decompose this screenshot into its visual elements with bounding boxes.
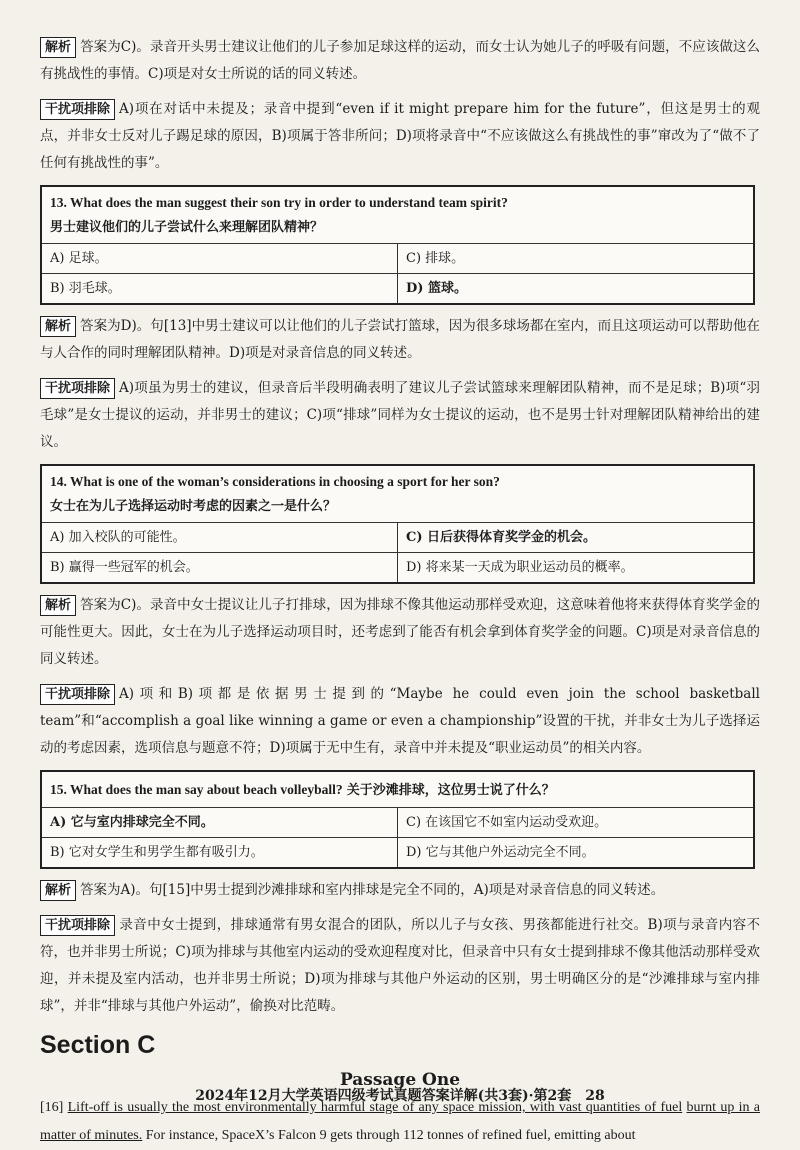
- page-footer: 2024年12月大学英语四级考试真题答案详解(共3套)·第2套 28: [195, 1088, 605, 1104]
- option-c: C) 日后获得体育奖学金的机会。: [398, 523, 755, 553]
- option-a: A) 足球。: [41, 244, 398, 274]
- option-a: A) 它与室内排球完全不同。: [41, 808, 398, 838]
- distractor-paragraph: [40, 681, 760, 762]
- analysis-text: 答案为D)。句[13]中男士建议可以让他们的儿子尝试打篮球，因为很多球场都在室内，而且这项运动可以帮助他在与人合作的同时理解团队精神。D)项是对录音信息的同义转述。: [40, 318, 760, 361]
- passage-title: Passage One: [339, 1070, 461, 1090]
- question-13-header: [41, 186, 754, 244]
- analysis-text: 答案为C)。录音开头男士建议让他们的儿子参加足球这样的运动，而女士认为她儿子的呼吸有问题，不应该做这么有挑战性的事情。C)项是对女士所说的话的同义转述。: [40, 39, 760, 82]
- analysis-paragraph: [40, 313, 760, 367]
- question-15-header: [41, 771, 754, 808]
- question-14-en: 14. What is one of the woman’s considerations in choosing a sport for her son?: [50, 474, 500, 489]
- underlined-sentence-end: burnt up in a matter of minutes.: [40, 1100, 761, 1143]
- distractor-paragraph: [40, 375, 760, 456]
- question-15-en: 15. What does the man say about beach volleyball?: [50, 781, 343, 797]
- option-b: B) 羽毛球。: [41, 274, 398, 305]
- analysis-paragraph: [40, 34, 760, 88]
- analysis-text: 答案为C)。录音中女士提议让儿子打排球，因为排球不像其他运动那样受欢迎，这意味着他将来获得体育奖学金的可能性更大。因此，女士在为儿子选择运动项目时，还考虑到了能否有机会拿到体育奖学金的问题。C)项是对录音信息的同义转述。: [40, 597, 760, 667]
- option-d: D) 将来某一天成为职业运动员的概率。: [398, 553, 755, 584]
- option-c: C) 在该国它不如室内运动受欢迎。: [398, 808, 755, 838]
- section-title: Section C: [40, 1031, 156, 1059]
- option-a: A) 加入校队的可能性。: [41, 523, 398, 553]
- distractor-text: A)项和B)项都是依据男士提到的“Maybe he could even join the school basketball team”和“accomplish a goal like winning a game or even a championship”设置的干扰，并非女士为儿子选择运动的考虑因素，选项信息与题意不符；D)项属于无中生有，录音中并未提及“职业运动员”的相关内容。: [40, 686, 760, 756]
- distractor-paragraph: [40, 912, 760, 1020]
- sentence-marker: [16]: [40, 1100, 64, 1115]
- page-content: [40, 34, 760, 1150]
- option-d: D) 它与其他户外运动完全不同。: [398, 838, 755, 869]
- distractor-tag: 干扰项排除: [40, 378, 115, 399]
- analysis-tag: 解析: [40, 880, 76, 901]
- distractor-paragraph: [40, 96, 760, 177]
- question-13-zh: 男士建议他们的儿子尝试什么来理解团队精神？: [50, 220, 324, 235]
- analysis-paragraph: [40, 592, 760, 673]
- question-14-zh: 女士在为儿子选择运动时考虑的因素之一是什么？: [50, 499, 337, 514]
- option-c: C) 排球。: [398, 244, 755, 274]
- question-13-table: [40, 185, 755, 305]
- question-15-zh: 关于沙滩排球，这位男士说了什么？: [346, 782, 555, 798]
- distractor-tag: 干扰项排除: [40, 684, 115, 705]
- question-13-en: 13. What does the man suggest their son try in order to understand team spirit?: [50, 195, 508, 210]
- distractor-text: A)项在对话中未提及；录音中提到“even if it might prepare him for the future”，但这是男士的观点，并非女士反对儿子踢足球的原因，B)项属于答非所问；D)项将录音中“不应该做这么有挑战性的事”窜改为了“做不了任何有挑战性的事”。: [40, 101, 760, 171]
- option-d: D) 篮球。: [398, 274, 755, 305]
- option-b: B) 它对女学生和男学生都有吸引力。: [41, 838, 398, 869]
- passage-continuation: For instance, SpaceX’s Falcon 9 gets through 112 tonnes of refined fuel, emitting about: [142, 1128, 636, 1143]
- analysis-tag: 解析: [40, 316, 76, 337]
- analysis-tag: 解析: [40, 37, 76, 58]
- distractor-tag: 干扰项排除: [40, 915, 115, 936]
- option-b: B) 赢得一些冠军的机会。: [41, 553, 398, 584]
- analysis-tag: 解析: [40, 595, 76, 616]
- distractor-tag: 干扰项排除: [40, 99, 115, 120]
- distractor-text: A)项虽为男士的建议，但录音后半段明确表明了建议儿子尝试篮球来理解团队精神，而不是足球；B)项“羽毛球”是女士提议的运动，并非男士的建议；C)项“排球”同样为女士提议的运动，也不是男士针对理解团队精神给出的建议。: [40, 380, 760, 450]
- question-14-table: [40, 464, 755, 584]
- distractor-text: 录音中女士提到，排球通常有男女混合的团队，所以儿子与女孩、男孩都能进行社交。B)项与录音内容不符，也并非男士所说；C)项为排球与其他室内运动的受欢迎程度对比，但录音中只有女士提到排球不像其他活动那样受欢迎，并未提及室内活动，也并非男士所说；D)项为排球与其他户外运动的区别，男士明确区分的是“沙滩排球与室内排球”，并非“排球与其他户外运动”，偷换对比范畴。: [40, 917, 760, 1014]
- analysis-text: 答案为A)。句[15]中男士提到沙滩排球和室内排球是完全不同的，A)项是对录音信息的同义转述。: [80, 882, 665, 898]
- question-15-table: [40, 770, 755, 869]
- underlined-sentence: Lift-off is usually the most environmentally harmful stage of any space mission, with vast quantities of fuel: [67, 1100, 683, 1115]
- question-14-header: [41, 465, 754, 523]
- analysis-paragraph: [40, 877, 760, 904]
